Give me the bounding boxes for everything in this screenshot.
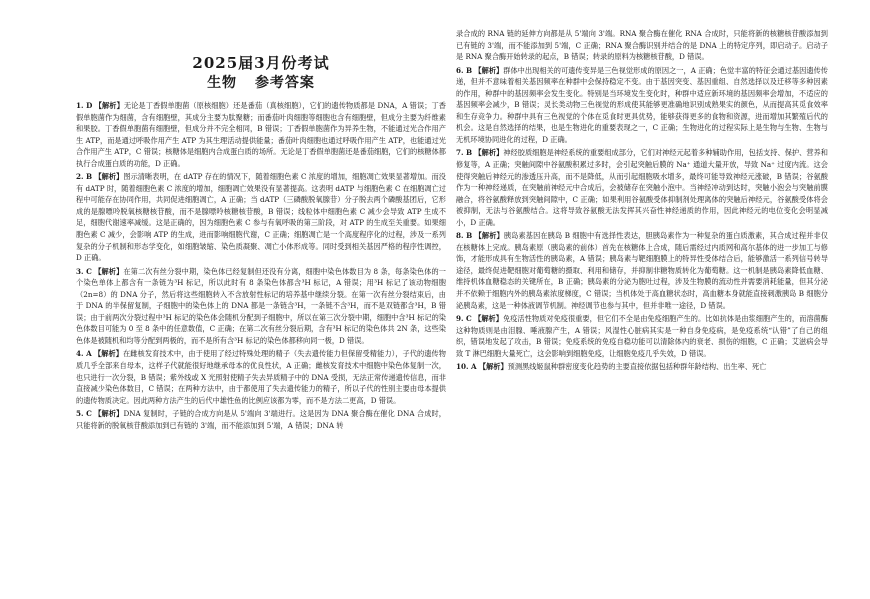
subject-label: 生物 [207, 75, 238, 91]
analysis-tag: 【解析】 [474, 148, 504, 158]
answer-text: 胰岛素基因在胰岛 B 细胞中有选择性表达，胆胰岛素作为一种复杂的蛋白质激素，其合成过程并非仅在核糖体上完成。胰岛素原（胰岛素的前体）首先在核糖体上合成，随后需经过内质网和高尔基体的进一步加工与修饰，才能形成具有生物活性的胰岛素，A 错误；胰岛素与靶细胞膜上的特异性受体结合后，能够激活一系列信号转导途径，最终促进靶细胞对葡萄糖的摄取、利用和储存，并抑制非糖物质转化为葡萄糖。这一机制是胰岛素降低血糖、维持机体血糖稳态的关键所在，B 正确；胰岛素的分泌为胞吐过程，涉及生物膜的流动性并需要消耗能量，但其分泌并不依赖于细胞内外的胰岛素浓度梯度，C 错误；当机体处于高血糖状态时，高血糖本身就能直接刺激胰岛 B 细胞分泌胰岛素，这是一种体液调节机制。神经调节也参与其中，但并非唯一途径，D 错误。 [456, 231, 828, 310]
answer-item [456, 65, 828, 146]
answer-item [456, 230, 828, 311]
answer-text: 群体中出现相关的可遗传变异是三色视觉形成的原因之一，A 正确；色觉丰富的特征会通过基因遗传传递，但并不意味着相关基因频率在种群中会保持稳定不变。由于基因突变、基因重组、自然选择以及迁移等多种因素的作用，种群中的基因频率会发生变化。特别是当环境发生变化时，种群中适应新环境的基因频率会增加，不适应的基因频率会减少，B 错误；灵长类动物三色视觉的形成使其能够更准确地识别成熟果实的颜色，从而提高其觅食效率和生存竞争力。种群中具有三色视觉的个体在觅食时更具优势，能够获得更多的食物和资源，进而增加其繁殖后代的机会。这是自然选择的结果，也是生物进化的重要表现之一，C 正确；生物进化的过程实际上是生物与生物、生物与无机环境协同进化的过程，D 正确。 [456, 65, 828, 144]
answer-item [76, 408, 446, 431]
document-subtitle [76, 72, 446, 92]
analysis-tag: 【解析】 [474, 314, 503, 324]
answer-text: 图示清晰表明，在 dATP 存在的情况下，随着细胞色素 C 浓度的增加，细胞凋亡效果显著增加。而没有 dATP 时，随着细胞色素 C 浓度的增加，细胞凋亡效果没有显著提高。这表明 dATP 与细胞色素 C 在细胞凋亡过程中可能存在协同作用，共同促进细胞凋亡，A 正确；当 dATP（三磷酸脱氧腺苷）分子脱去两个磷酸基团后，它形成的是腺嘌呤脱氧核糖核苷酸，而不是腺嘌呤核糖核苷酸，B 错误；线粒体中细胞色素 C 减少会导致 ATP 生成不足，细胞代谢速率减缓。这是正确的，因为细胞色素 C 参与有氧呼吸的第三阶段，对 ATP 的生成至关重要。如果细胞色素 C 减少，会影响 ATP 的生成，进而影响细胞代谢，C 正确；细胞凋亡是一个高度程序化的过程，涉及一系列复杂的分子机制和形态学变化，如细胞皱缩、染色质凝聚、凋亡小体形成等。同时受到相关基因严格的程序性调控，D 正确。 [76, 172, 446, 263]
answer-item [76, 266, 446, 347]
question-number: 7. B [456, 148, 473, 158]
question-number: 4. A [76, 349, 92, 359]
analysis-tag: 【解析】 [94, 349, 124, 359]
question-number: 2. B [76, 172, 93, 182]
answer-item [456, 361, 828, 373]
right-column [456, 28, 828, 373]
question-number: 8. B [456, 231, 473, 241]
analysis-tag: 【解析】 [474, 231, 504, 241]
analysis-tag: 【解析】 [474, 65, 504, 75]
question-number: 10. A [456, 362, 477, 372]
question-number: 3. C [76, 266, 92, 276]
analysis-tag: 【解析】 [478, 362, 508, 372]
answer-item [76, 100, 446, 169]
analysis-tag: 【解析】 [94, 101, 124, 110]
answer-item-continued [456, 28, 828, 63]
question-number: 5. C [76, 409, 92, 419]
answer-item [456, 313, 828, 359]
question-number: 9. C [456, 314, 472, 324]
analysis-tag: 【解析】 [94, 172, 124, 182]
answer-item [76, 171, 446, 263]
answer-item [76, 348, 446, 406]
answer-text: 在雌核发育技术中，由于使用了经过特殊处理的精子（失去遗传能力但保留受精能力），子代的遗传物质几乎全部来自母本，这样子代就能很好地继承母本的优良性状，A 正确；雌核发育技术中细胞中染色体复制一次，也只进行一次分裂，B 错误；紫外线或 X 光照射使精子失去异质精子中的 DNA 受损，无法正常传递遗传信息，而非直接减少染色体数目，C 错误；在两种方法中，由于都使用了失去遗传能力的精子，所以子代的性别主要由母本提供的遗传物质决定。因此两种方法产生的后代中雄性鱼的比例应该都为零，而不是方法二更高，D 错误。 [76, 349, 446, 405]
answer-text: 录合成的 RNA 链的延伸方向都是从 5'端向 3'端。RNA 聚合酶在催化 RNA 合成时，只能将新的核糖核苷酸添加到已有链的 3'端，而不能添加到 5'端，C 正确；RNA 聚合酶识别并结合的是 DNA 上的特定序列，即启动子。启动子是 RNA 聚合酶开始转录的起点，B 错误；转录的原料为核糖核苷酸，D 错误。 [456, 29, 828, 62]
answer-text: 神经胶质细胞是神经系统的重要组成部分，它们对神经元起着多种辅助作用，包括支持、保护、营养和修复等，A 正确；突触间隙中谷氨酸积累过多时，会引起突触后膜的 Na⁺ 通道大量开放，导致 Na⁺ 过度内流。这会使得突触后神经元的渗透压升高，而不是降低，从而引起细胞吸水增多，最终可能导致神经元涨破，B 错误；谷氨酸作为一种神经递质，在突触前神经元中合成后，会被储存在突触小泡中。当神经冲动到达时，突触小泡会与突触前膜融合，将谷氨酸释放到突触间隙中，C 正确；如果利用谷氨酸受体抑制剂处理离体的突触后神经元，谷氨酸受体将会被抑制，无法与谷氨酸结合。这将导致谷氨酸无法发挥其兴奋性神经递质的作用，因此神经元的电位变化会明显减小，D 正确。 [456, 148, 828, 227]
answer-text: 在第二次有丝分裂中期，染色体已经复制但还没有分离，细胞中染色体数目为 8 条，每条染色体的一个染色单体上都含有一条链为³H 标记，所以此时有 8 条染色体都含³H 标记，A 错误；用³H 标记了该动物细胞（2n=8）的 DNA 分子，然后将这些细胞转入不含放射性标记的培养基中继续分裂。在第一次有丝分裂结束后，由于 DNA 的半保留复制，子细胞中的染色体上的 DNA 都是一条链含³H，一条链不含³H，而不是双链都含³H，B 错误；由于前两次分裂过程中³H 标记的染色体会随机分配到子细胞中，所以在第三次分裂中期，细胞中含³H 标记的染色体数目可能为 0 至 8 条中的任意数值，C 正确；在第二次有丝分裂后期，含有³H 标记的染色体共 2N 条，这些染色体是被随机和均等分配到两极的，而不是所有含³H 标记的染色体都移向同一极，D 错误。 [76, 266, 446, 345]
question-number: 6. B [456, 65, 473, 75]
analysis-tag: 【解析】 [94, 409, 124, 419]
answer-text: 无论是丁香假单胞菌（原核细胞）还是番茄（真核细胞），它们的遗传物质都是 DNA，A 错误；丁香假单胞菌作为细菌，含有细胞壁，其成分主要为肽聚糖；而番茄叶肉细胞等细胞也含有细胞壁，但成分主要为纤维素和果胶。丁香假单胞菌有细胞壁，但成分并不完全相同，B 错误；丁香假单胞菌作为异养生物，不能通过光合作用产生 ATP，而是通过呼吸作用产生 ATP 为其生理活动提供能量；番茄叶肉细胞也通过呼吸作用产生 ATP，也能通过光合作用产生 ATP，C 错误；核糖体是细胞内合成蛋白质的场所。无论是丁香假单胞菌还是番茄细胞，它们的核糖体都执行合成蛋白质的功能，D 正确。 [76, 101, 446, 168]
answer-text: 免疫活性物质对免疫很重要，但它们不全是由免疫细胞产生的。比如抗体是由浆细胞产生的，而溶菌酶这种物质则是由泪腺、唾液腺产生，A 错误；风湿性心脏病其实是一种自身免疫病，是免疫系统“认错”了自己的组织，错误地发起了攻击，B 错误；免疫系统的免疫自稳功能可以清除体内的衰老、损伤的细胞，C 正确；艾滋病会导致 T 淋巴细胞大量死亡，这会影响到细胞免疫，让细胞免疫几乎失效，D 错误。 [456, 314, 828, 358]
analysis-tag: 【解析】 [94, 266, 124, 276]
document-title: 2025届3月份考试 [192, 54, 330, 72]
subtitle-label: 参考答案 [254, 75, 315, 91]
left-column [76, 100, 446, 431]
answer-text: DNA 复制时，子链的合成方向是从 5'端向 3'端进行。这是因为 DNA 聚合酶在催化 DNA 合成时，只能将新的脱氧核苷酸添加到已有链的 3'端，而不能添加到 5'端，A 错误；DNA 转 [76, 409, 446, 430]
answer-item [456, 147, 828, 228]
answer-text: 预测黑线姬鼠种群密度变化趋势的主要直接依据包括种群年龄结构、出生率、死亡 [507, 362, 767, 372]
question-number: 1. D [76, 101, 93, 110]
